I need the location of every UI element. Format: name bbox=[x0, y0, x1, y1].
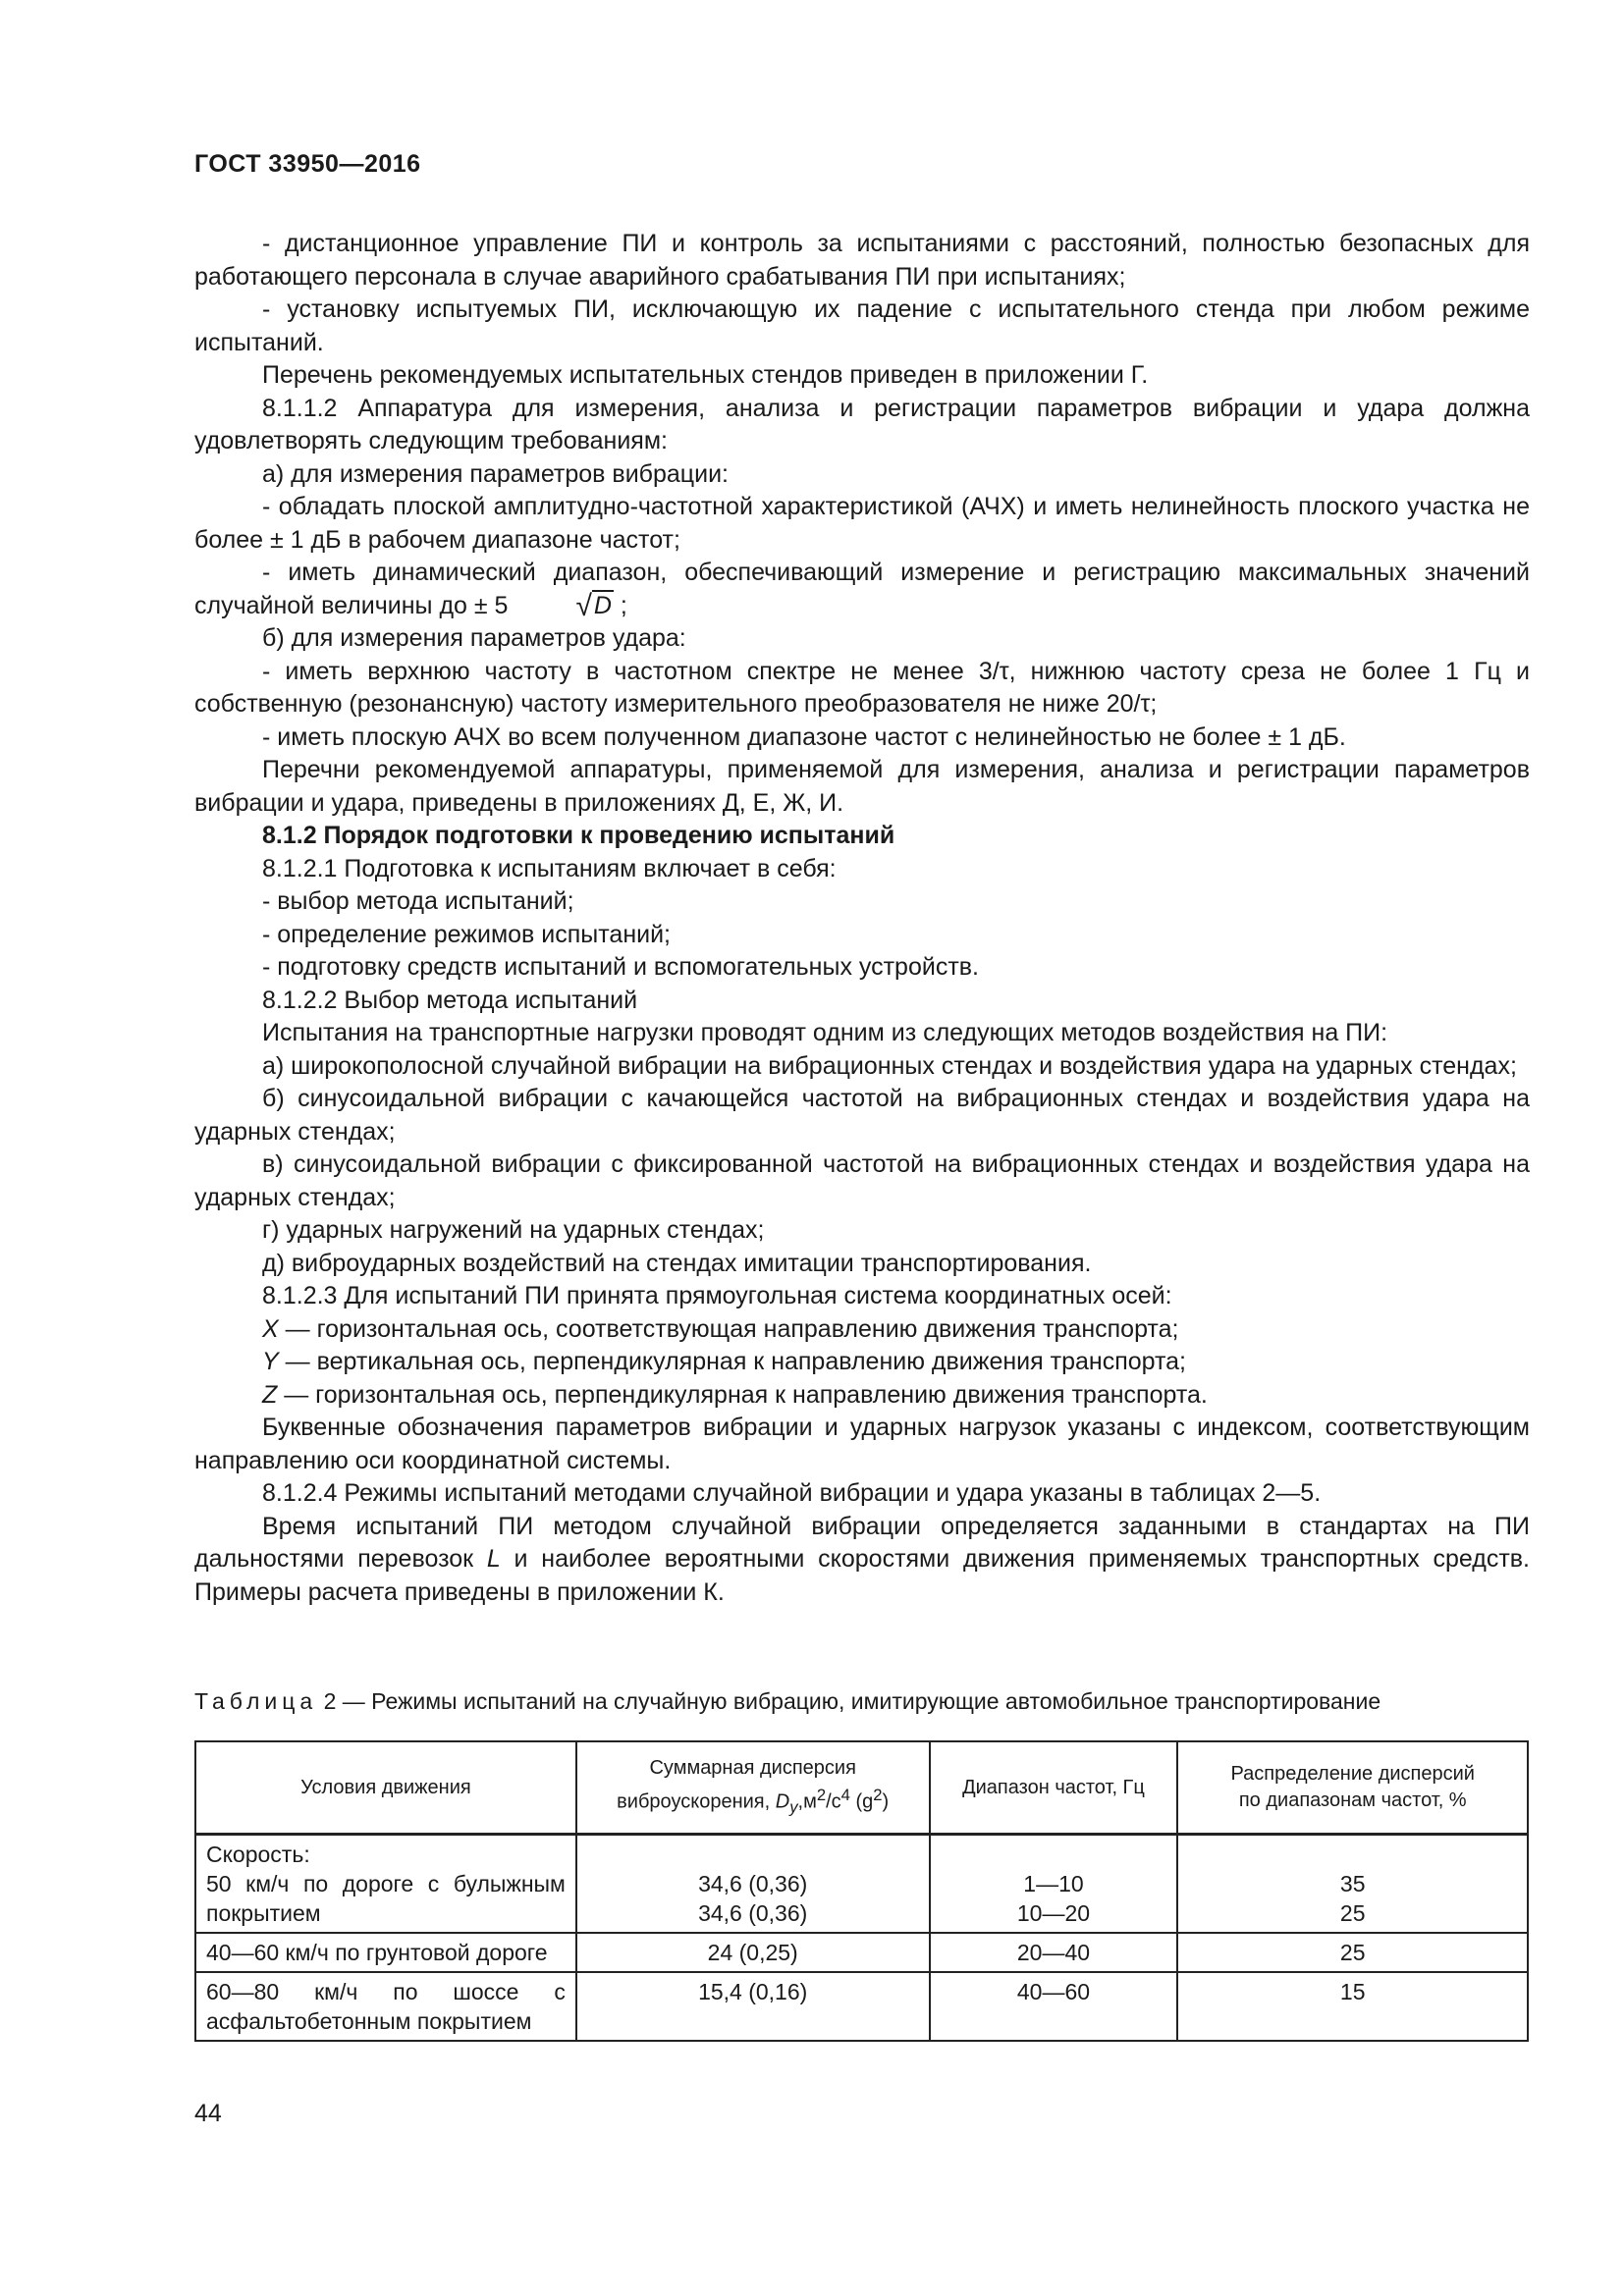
table-row bbox=[195, 1972, 1528, 2041]
paragraph-with-formula bbox=[194, 557, 1530, 622]
paragraph: в) синусоидальной вибрации с фиксированной частотой на вибрационных стендах и воздействия удара на ударных стендах; bbox=[194, 1150, 1530, 1211]
paragraph: Буквенные обозначения параметров вибрации и ударных нагрузок указаны с индексом, соответствующим направлению оси координатной системы. bbox=[194, 1414, 1530, 1474]
unit-text: ) bbox=[882, 1790, 890, 1813]
unit-exponent: 2 bbox=[873, 1785, 883, 1804]
share-cell: 25 bbox=[1177, 1933, 1528, 1972]
condition-cell bbox=[195, 1835, 576, 1934]
unit-exponent: 2 bbox=[816, 1785, 827, 1804]
page-number: 44 bbox=[194, 2100, 222, 2127]
cell-text: 25 bbox=[1339, 1900, 1366, 1926]
paragraph: 8.1.2.1 Подготовка к испытаниям включает в себя: bbox=[262, 854, 837, 882]
paragraph: а) широкополосной случайной вибрации на вибрационных стендах и воздействия удара на ударных стендах; bbox=[262, 1051, 1517, 1080]
paragraph: г) ударных нагружений на ударных стендах; bbox=[262, 1216, 765, 1244]
range-cell: 20—40 bbox=[930, 1933, 1178, 1972]
unit-text: /с bbox=[826, 1790, 841, 1813]
paragraph-text-end: ; bbox=[613, 591, 627, 619]
axis-definition bbox=[194, 1313, 1530, 1347]
paragraph: - иметь верхнюю частоту в частотном спектре не менее 3/τ, нижнюю частоту среза не более 1 Гц и собственную (резонансную) частоту измерительного преобразователя не ниже 20/τ; bbox=[194, 657, 1530, 718]
cell-text: Скорость: bbox=[206, 1842, 310, 1867]
paragraph-text: Время испытаний ПИ методом случайной вибрации определяется заданными в стандартах на ПИ дальностями перевозок bbox=[194, 1512, 1530, 1573]
table-row bbox=[195, 1933, 1528, 1972]
header-text: по диапазонам частот, % bbox=[1238, 1789, 1467, 1811]
paragraph: 8.1.2.2 Выбор метода испытаний bbox=[262, 986, 638, 1014]
radicand: D bbox=[593, 591, 612, 619]
axis-variable: Z bbox=[262, 1380, 278, 1409]
axis-variable: X bbox=[262, 1314, 279, 1343]
paragraph: - дистанционное управление ПИ и контроль за испытаниями с расстояний, полностью безопасных для работающего персонала в случае аварийного срабатывания ПИ при испытаниях; bbox=[194, 230, 1530, 291]
table-caption bbox=[194, 1688, 1380, 1715]
cell-text: 34,6 (0,36) bbox=[698, 1871, 808, 1896]
paragraph: - обладать плоской амплитудно-частотной характеристикой (АЧХ) и иметь нелинейность плоского участка не более ± 1 дБ в рабочем диапазоне частот; bbox=[194, 493, 1530, 554]
paragraph: д) виброударных воздействий на стендах имитации транспортирования. bbox=[262, 1249, 1092, 1277]
paragraph-text: - иметь динамический диапазон, обеспечивающий измерение и регистрацию максимальных значений случайной величины до ± 5 bbox=[194, 559, 1530, 619]
axis-description: — вертикальная ось, перпендикулярная к направлению движения транспорта; bbox=[278, 1348, 1187, 1375]
paragraph: 8.1.2.3 Для испытаний ПИ принята прямоугольная система координатных осей: bbox=[262, 1282, 1172, 1309]
range-cell bbox=[930, 1835, 1178, 1934]
paragraph: Испытания на транспортные нагрузки проводят одним из следующих методов воздействия на ПИ: bbox=[262, 1019, 1388, 1046]
dispersion-subscript: y bbox=[789, 1797, 798, 1817]
header-frequency-range: Диапазон частот, Гц bbox=[930, 1741, 1178, 1835]
header-text: Суммарная дисперсия bbox=[649, 1756, 856, 1779]
header-total-dispersion bbox=[576, 1741, 930, 1835]
paragraph: - подготовку средств испытаний и вспомогательных устройств. bbox=[262, 953, 980, 981]
paragraph: Перечни рекомендуемой аппаратуры, применяемой для измерения, анализа и регистрации параметров вибрации и удара, приведены в приложениях Д, Е, Ж, И. bbox=[194, 756, 1530, 817]
paragraph: б) синусоидальной вибрации с качающейся частотой на вибрационных стендах и воздействия удара на ударных стендах; bbox=[194, 1085, 1530, 1146]
axis-definition bbox=[194, 1379, 1530, 1413]
header-dispersion-distribution bbox=[1177, 1741, 1528, 1835]
paragraph: - иметь плоскую АЧХ во всем полученном диапазоне частот с нелинейностью не более ± 1 дБ. bbox=[262, 722, 1346, 751]
unit-text: (g bbox=[849, 1790, 874, 1813]
dispersion-cell bbox=[576, 1835, 930, 1934]
unit-exponent: 4 bbox=[840, 1785, 850, 1804]
radical-sign: √ bbox=[575, 589, 592, 622]
dispersion-symbol: D bbox=[775, 1790, 790, 1813]
unit-text: ,м bbox=[797, 1790, 817, 1813]
dispersion-cell: 15,4 (0,16) bbox=[576, 1972, 930, 2041]
distance-variable: L bbox=[486, 1545, 501, 1573]
axis-definition bbox=[194, 1346, 1530, 1379]
dispersion-cell: 24 (0,25) bbox=[576, 1933, 930, 1972]
test-modes-table bbox=[194, 1740, 1529, 2042]
paragraph: а) для измерения параметров вибрации: bbox=[262, 459, 729, 488]
axis-variable: Y bbox=[262, 1348, 279, 1375]
paragraph: - выбор метода испытаний; bbox=[262, 887, 574, 915]
cell-text: 1—10 bbox=[1023, 1871, 1084, 1896]
header-driving-conditions: Условия движения bbox=[195, 1741, 576, 1835]
header-text: виброускорения, bbox=[617, 1790, 776, 1813]
share-cell bbox=[1177, 1835, 1528, 1934]
table-row bbox=[195, 1835, 1528, 1934]
paragraph-text: и наиболее вероятными скоростями движения применяемых транспортных средств. Примеры расчета приведены в приложении К. bbox=[194, 1545, 1531, 1606]
paragraph: 8.1.2.4 Режимы испытаний методами случайной вибрации и удара указаны в таблицах 2—5. bbox=[262, 1479, 1322, 1507]
table-caption-text: 2 — Режимы испытаний на случайную вибрацию, имитирующие автомобильное транспортирование bbox=[317, 1688, 1381, 1714]
document-code: ГОСТ 33950—2016 bbox=[194, 150, 421, 178]
range-cell: 40—60 bbox=[930, 1972, 1178, 2041]
section-heading: 8.1.2 Порядок подготовки к проведению испытаний bbox=[262, 822, 895, 849]
square-root-formula bbox=[508, 590, 614, 623]
paragraph bbox=[194, 1511, 1530, 1610]
paragraph: - установку испытуемых ПИ, исключающую их падение с испытательного стенда при любом режиме испытаний. bbox=[194, 295, 1530, 356]
cell-text: 50 км/ч по дороге с булыжным покрытием bbox=[206, 1871, 566, 1926]
header-text: Распределение дисперсий bbox=[1230, 1763, 1475, 1785]
paragraph: - определение режимов испытаний; bbox=[262, 920, 672, 948]
body-text bbox=[194, 228, 1530, 1609]
cell-text: 10—20 bbox=[1016, 1900, 1091, 1926]
paragraph: б) для измерения параметров удара: bbox=[262, 624, 686, 652]
condition-cell: 60—80 км/ч по шоссе с асфальтобетонным покрытием bbox=[195, 1972, 576, 2041]
table-caption-label: Таблица bbox=[194, 1688, 318, 1714]
cell-text: 35 bbox=[1339, 1871, 1366, 1896]
share-cell: 15 bbox=[1177, 1972, 1528, 2041]
condition-cell: 40—60 км/ч по грунтовой дороге bbox=[195, 1933, 576, 1972]
paragraph: 8.1.1.2 Аппаратура для измерения, анализа и регистрации параметров вибрации и удара должна удовлетворять следующим требованиям: bbox=[194, 394, 1530, 454]
axis-description: — горизонтальная ось, соответствующая направлению движения транспорта; bbox=[278, 1314, 1179, 1343]
paragraph: Перечень рекомендуемых испытательных стендов приведен в приложении Г. bbox=[262, 361, 1149, 389]
table-header-row bbox=[195, 1741, 1528, 1835]
cell-text: 34,6 (0,36) bbox=[698, 1900, 808, 1926]
axis-description: — горизонтальная ось, перпендикулярная к направлению движения транспорта. bbox=[277, 1380, 1208, 1409]
